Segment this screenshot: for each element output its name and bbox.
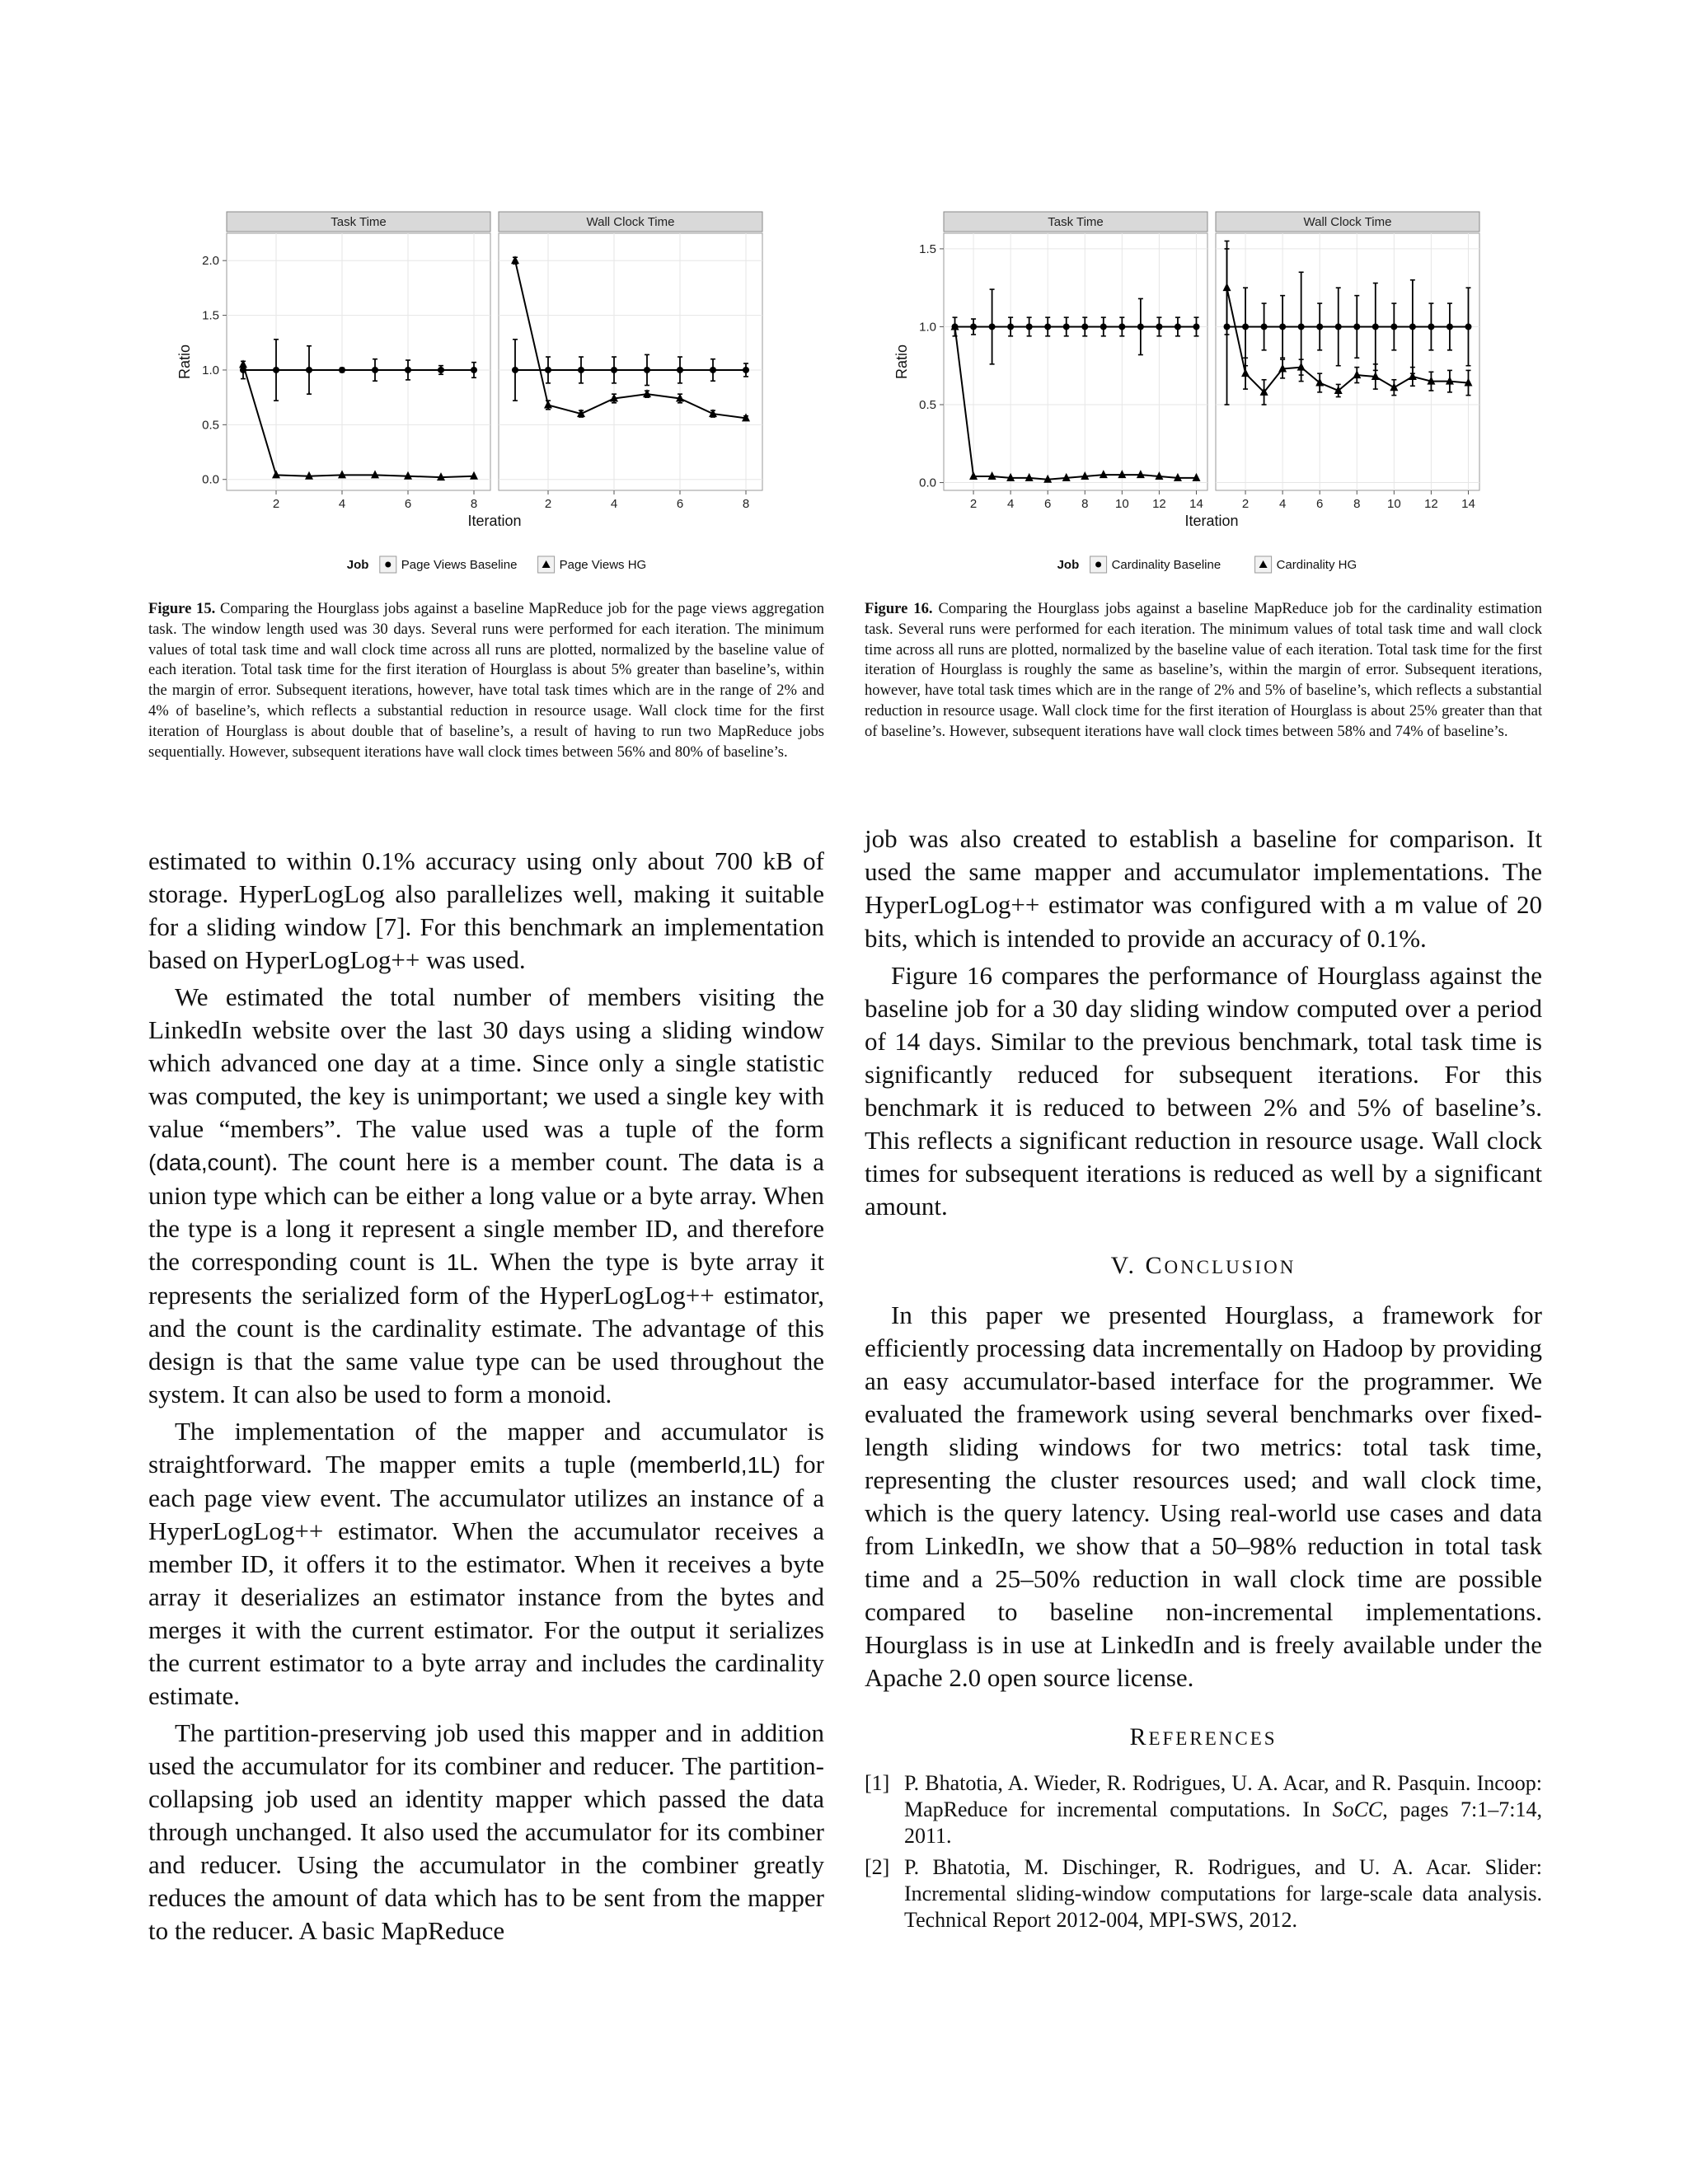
panel-background	[1216, 233, 1479, 490]
x-tick-label: 4	[1278, 497, 1287, 511]
data-point	[545, 367, 551, 373]
y-tick-label: 1.0	[919, 320, 936, 335]
text: . The	[271, 1147, 340, 1176]
data-point	[1026, 323, 1033, 330]
data-point	[1242, 323, 1249, 330]
reference-text: P. Bhatotia, M. Dischinger, R. Rodrigues, and U. A. Acar. Slider: Incremental sliding-window computations for large-scale data analysis. Technical Report 2012-004, MPI-SWS, 2012.	[904, 1855, 1542, 1932]
x-tick-label: 8	[470, 497, 478, 511]
data-point	[578, 367, 584, 373]
data-point	[1335, 323, 1342, 330]
data-point	[1428, 323, 1434, 330]
panel-title: Wall Clock Time	[586, 215, 675, 229]
data-point	[1007, 323, 1014, 330]
paragraph	[865, 823, 1542, 955]
y-tick-label: 1.5	[202, 308, 219, 323]
code-count: count	[339, 1150, 396, 1175]
data-point	[1118, 323, 1125, 330]
data-point	[1175, 323, 1181, 330]
figure-15-chart	[148, 210, 824, 581]
x-tick-label: 8	[1081, 497, 1089, 511]
figure-16	[865, 210, 1541, 581]
text: for each page view event. The accumulator utilizes an instance of a HyperLogLog++ estimator. When the accumulator receives a member ID, it offers it to the estimator. When it receives a byte array it deserializes an estimator instance from the bytes and merges it with the current estimator. For the output it serializes the current estimator to a byte array and includes the cardinality estimate.	[148, 1450, 824, 1710]
figure-16-caption-text: Comparing the Hourglass jobs against a baseline MapReduce job for the cardinality estimation task. Several runs were performed for each iteration. The minimum values of total task time and wall clock time across all runs are plotted, normalized by the baseline value of each iteration. Total task time for the first iteration of Hourglass is roughly the same as baseline’s, within the margin of error. Subsequent iterations, however, have total task times which are in the range of 2% and 5% of baseline’s, which reflects a substantial reduction in resource usage. Wall clock time for the first iteration of Hourglass is about 25% greater than that of baseline’s. However, subsequent iterations have wall clock times between 58% and 74% of baseline’s.	[865, 600, 1542, 740]
x-tick-label: 6	[676, 497, 684, 511]
section-heading-rest: EFERENCES	[1148, 1728, 1278, 1749]
y-tick-label: 0.5	[919, 398, 936, 412]
data-point	[1261, 323, 1268, 330]
text: value of 20 bits, which is intended to provide an accuracy of 0.1%.	[865, 890, 1542, 953]
y-tick-label: 2.0	[202, 254, 219, 269]
code-memberid: (memberId,1L)	[629, 1452, 781, 1478]
data-point	[989, 323, 996, 330]
figure-16-label: Figure 16.	[865, 600, 933, 617]
legend-label: Page Views Baseline	[401, 558, 518, 572]
data-point	[677, 367, 683, 373]
data-point	[611, 367, 617, 373]
legend	[347, 556, 646, 573]
text: P. Bhatotia, A. Wieder, R. Rodrigues, U. A. Acar, and R. Pasquin. Incoop: MapReduce for incremental computations. In	[904, 1771, 1542, 1821]
data-point	[512, 367, 518, 373]
data-point	[438, 367, 444, 373]
y-tick-label: 1.5	[919, 241, 936, 256]
x-tick-label: 6	[404, 497, 412, 511]
x-tick-label: 10	[1114, 497, 1129, 511]
panel-title: Task Time	[1048, 215, 1104, 229]
left-column	[148, 845, 824, 1947]
panel-title: Wall Clock Time	[1303, 215, 1392, 229]
data-point	[1447, 323, 1453, 330]
y-tick-label: 0.5	[202, 418, 219, 433]
data-point	[710, 367, 716, 373]
data-point	[1156, 323, 1162, 330]
legend-marker-circle	[1095, 562, 1101, 568]
data-point	[372, 367, 378, 373]
text: The implementation of the mapper and accumulator is straightforward. The mapper emits a tuple	[148, 1417, 824, 1479]
data-point	[743, 367, 749, 373]
figure-16-caption	[865, 599, 1542, 743]
data-point	[1372, 323, 1379, 330]
data-point	[644, 367, 650, 373]
paragraph: The partition-preserving job used this mapper and in addition used the accumulator for its combiner and reducer. The partition-collapsing job used an identity mapper which passed the data through unchanged. It also used the accumulator for its combiner and reducer. Using the accumulator in the combiner greatly reduces the amount of data which has to be sent from the mapper to the reducer. A basic MapReduce	[148, 1718, 824, 1945]
data-point	[1409, 323, 1416, 330]
data-point	[405, 367, 411, 373]
data-point	[1081, 323, 1088, 330]
x-tick-label: 14	[1189, 497, 1203, 511]
right-column	[865, 823, 1542, 1933]
x-tick-label: 2	[1241, 497, 1250, 511]
figure-15	[148, 210, 824, 581]
panel-background	[944, 233, 1207, 490]
x-tick-label: 2	[272, 497, 280, 511]
data-point	[1063, 323, 1070, 330]
data-point	[339, 367, 345, 373]
y-axis-label: Ratio	[176, 344, 193, 380]
reference-item	[865, 1770, 1542, 1849]
data-point	[970, 323, 977, 330]
text: , pages 7:1–7:14, 2011.	[904, 1797, 1542, 1848]
figure-15-caption-text: Comparing the Hourglass jobs against a baseline MapReduce job for the page views aggregation task. The window length used was 30 days. Several runs were performed for each iteration. The minimum values of total task time and wall clock time across all runs are plotted, normalized by the baseline value of each iteration. Total task time for the first iteration of Hourglass is about 5% greater than baseline’s, within the margin of error. Subsequent iterations, however, have total task times which are in the range of 2% and 4% of baseline’s, which reflects a substantial reduction in resource usage. Wall clock time for the first iteration of Hourglass is about double that of baseline’s, a result of having to run two MapReduce jobs sequentially. However, subsequent iterations have wall clock times between 56% and 80% of baseline’s.	[148, 600, 824, 761]
x-tick-label: 2	[544, 497, 552, 511]
legend-label: Cardinality HG	[1276, 558, 1357, 572]
section-heading-rest: ONCLUSION	[1164, 1257, 1296, 1277]
x-tick-label: 4	[1006, 497, 1015, 511]
reference-venue: SoCC	[1332, 1797, 1383, 1821]
x-tick-label: 4	[338, 497, 346, 511]
paragraph: estimated to within 0.1% accuracy using only about 700 kB of storage. HyperLogLog also parallelizes well, making it suitable for a sliding window [7]. For this benchmark an implementation based on HyperLogLog++ was used.	[148, 846, 824, 974]
x-tick-label: 8	[1353, 497, 1361, 511]
text: . When the type is byte array it represents the serialized form of the HyperLogLog++ estimator, and the count is the cardinality estimate. The advantage of this design is that the same value type can be used throughout the system. It can also be used to form a monoid.	[148, 1247, 824, 1408]
section-heading-conclusion	[865, 1249, 1542, 1284]
data-point	[1137, 323, 1144, 330]
x-tick-label: 6	[1316, 497, 1324, 511]
legend-marker-circle	[385, 562, 391, 568]
y-tick-label: 0.0	[919, 476, 936, 490]
x-tick-label: 14	[1461, 497, 1475, 511]
x-axis-label: Iteration	[467, 513, 522, 529]
x-tick-label: 2	[969, 497, 978, 511]
text: is a union type which can be either a long value or a byte array. When the type is a long it represent a single member ID, and therefore the corresponding count is	[148, 1147, 825, 1276]
data-point	[1353, 323, 1360, 330]
paragraph	[148, 981, 824, 1411]
legend-title: Job	[346, 558, 369, 572]
data-point	[1279, 323, 1286, 330]
reference-text	[904, 1770, 1542, 1849]
paragraph: In this paper we presented Hourglass, a framework for efficiently processing data incrementally on Hadoop by providing an easy accumulator-based interface for the programmer. We evaluated the framework using several benchmarks over fixed-length sliding windows for two metrics: total task time, representing the cluster resources used; and wall clock time, which is the query latency. Using real-world use cases and data from LinkedIn, we show that a 50–98% reduction in total task time and a 25–50% reduction in wall clock time are possible compared to baseline non-incremental implementations. Hourglass is in use at LinkedIn and is freely available under the Apache 2.0 open source license.	[865, 1301, 1542, 1692]
data-point	[1298, 323, 1305, 330]
reference-item	[865, 1854, 1542, 1933]
legend-label: Page Views HG	[559, 558, 647, 572]
data-point	[1100, 323, 1107, 330]
x-tick-label: 12	[1152, 497, 1166, 511]
code-1l: 1L	[446, 1249, 472, 1275]
y-tick-label: 1.0	[202, 363, 219, 377]
x-tick-label: 8	[742, 497, 750, 511]
data-point	[1465, 323, 1471, 330]
data-point	[471, 367, 477, 373]
reference-number: [1]	[865, 1771, 890, 1795]
x-tick-label: 10	[1386, 497, 1401, 511]
data-point	[306, 367, 312, 373]
legend-label: Cardinality Baseline	[1111, 558, 1221, 572]
panel-title: Task Time	[331, 215, 387, 229]
text: job was also created to establish a baseline for comparison. It used the same mapper and accumulator implementations. The HyperLogLog++ estimator was configured with a	[865, 824, 1542, 919]
text: We estimated the total number of members visiting the LinkedIn website over the last 30 days using a sliding window which advanced one day at a time. Since only a single statistic was computed, the key is unimportant; we used a single key with value “members”. The value used was a tuple of the form	[148, 982, 824, 1143]
x-tick-label: 6	[1044, 497, 1052, 511]
reference-list	[865, 1770, 1542, 1933]
data-point	[273, 367, 279, 373]
data-point	[1390, 323, 1397, 330]
text: here is a member count. The	[395, 1147, 729, 1176]
paragraph	[148, 1415, 824, 1713]
paragraph: Figure 16 compares the performance of Hourglass against the baseline job for a 30 day sliding window computed over a period of 14 days. Similar to the previous benchmark, total task time is significantly reduced for subsequent iterations. For this benchmark it is reduced to between 2% and 5% of baseline’s. This reflects a significant reduction in resource usage. Wall clock times for subsequent iterations is reduced as well by a significant amount.	[865, 961, 1542, 1221]
data-point	[1193, 323, 1199, 330]
figure-15-label: Figure 15.	[148, 600, 216, 617]
y-axis-label: Ratio	[893, 344, 910, 380]
data-point	[1316, 323, 1323, 330]
code-data-count: (data,count)	[148, 1150, 272, 1175]
x-tick-label: 4	[610, 497, 618, 511]
figure-15-caption	[148, 599, 824, 762]
section-heading-first: R	[1129, 1723, 1149, 1750]
x-axis-label: Iteration	[1184, 513, 1239, 529]
x-tick-label: 12	[1424, 497, 1438, 511]
y-tick-label: 0.0	[202, 472, 219, 487]
reference-number: [2]	[865, 1855, 890, 1879]
section-heading-references	[865, 1721, 1542, 1755]
panel-background	[227, 233, 490, 490]
code-m: m	[1394, 893, 1414, 918]
data-point	[1044, 323, 1051, 330]
legend	[1057, 556, 1357, 573]
figure-16-chart	[865, 210, 1541, 581]
legend-title: Job	[1057, 558, 1080, 572]
section-heading-first: V. C	[1110, 1252, 1165, 1279]
code-data: data	[729, 1150, 775, 1175]
